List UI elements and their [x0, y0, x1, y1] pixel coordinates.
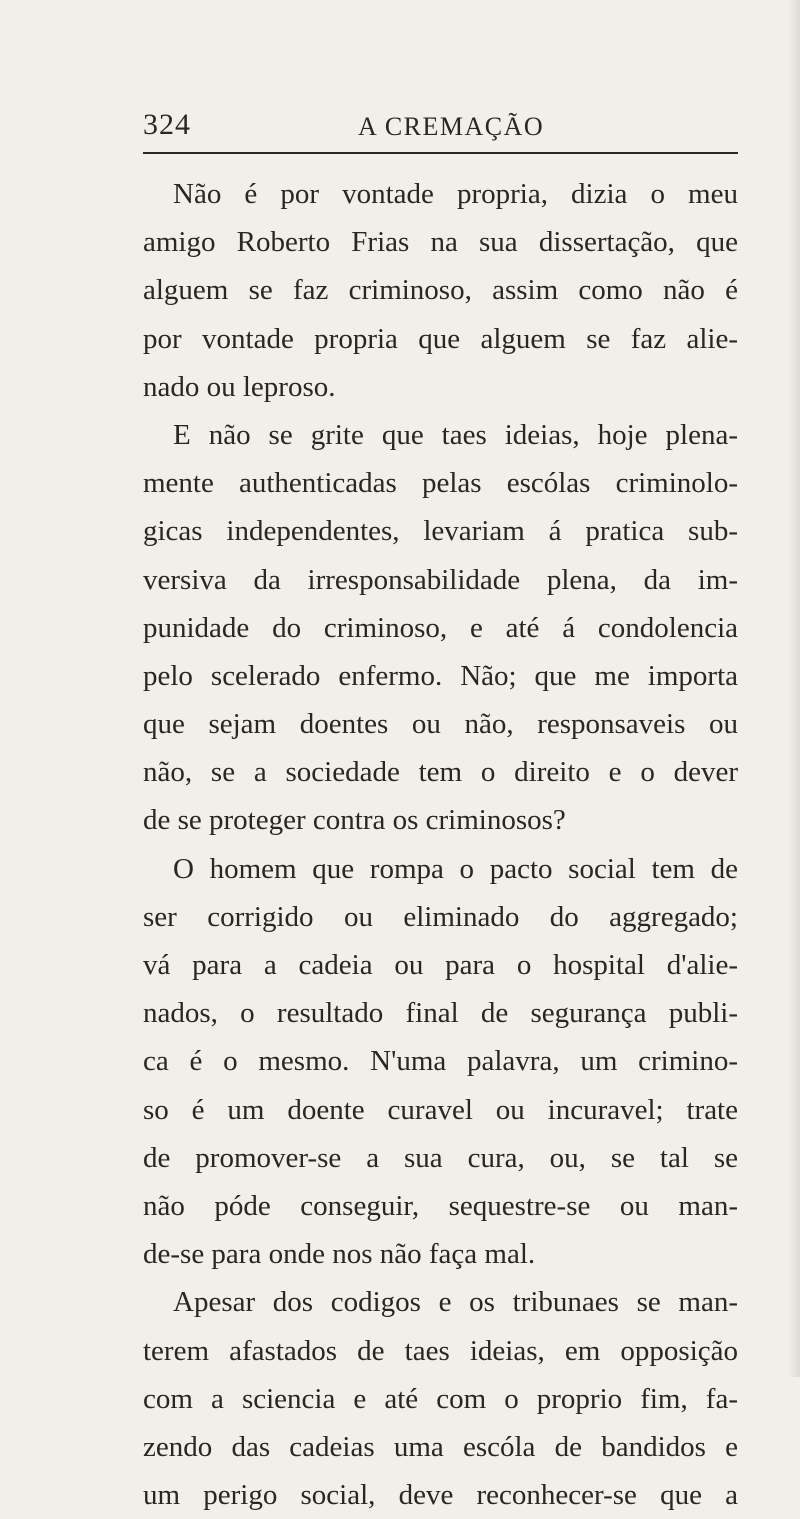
- text-line: de se proteger contra os criminosos?: [143, 804, 566, 837]
- page-edge-shadow: [788, 0, 800, 1377]
- text-line: não, se a sociedade tem o direito e o dever: [143, 756, 738, 789]
- text-line: com a sciencia e até com o proprio fim, fa-: [143, 1382, 738, 1415]
- text-line: mente authenticadas pelas escólas criminolo-: [143, 467, 738, 500]
- text-line: Apesar dos codigos e os tribunaes se man-: [173, 1286, 738, 1319]
- text-line: de-se para onde nos não faça mal.: [143, 1238, 536, 1271]
- text-line: so é um doente curavel ou incuravel; trate: [143, 1093, 738, 1126]
- text-line: alguem se faz criminoso, assim como não é: [143, 274, 738, 307]
- text-line: ca é o mesmo. N'uma palavra, um crimino-: [143, 1045, 738, 1078]
- text-line: terem afastados de taes ideias, em opposição: [143, 1334, 738, 1367]
- body-text: [143, 170, 738, 1519]
- text-line: não póde conseguir, sequestre-se ou man-: [143, 1189, 738, 1222]
- text-line: nados, o resultado final de segurança publi-: [143, 997, 738, 1030]
- text-line: E não se grite que taes ideias, hoje plena-: [173, 418, 738, 451]
- text-line: que sejam doentes ou não, responsaveis ou: [143, 708, 738, 741]
- page-header: [143, 88, 738, 158]
- text-line: pelo scelerado enfermo. Não; que me importa: [143, 659, 738, 692]
- text-line: versiva da irresponsabilidade plena, da im-: [143, 563, 738, 596]
- text-line: um perigo social, deve reconhecer-se que a: [143, 1479, 738, 1512]
- text-line: zendo das cadeias uma escóla de bandidos e: [143, 1430, 738, 1463]
- text-line: nado ou leproso.: [143, 370, 336, 403]
- text-line: ser corrigido ou eliminado do aggregado;: [143, 900, 738, 933]
- page-number: 324: [143, 108, 191, 141]
- text-line: gicas independentes, levariam á pratica sub-: [143, 515, 738, 548]
- text-line: Não é por vontade propria, dizia o meu: [173, 178, 738, 210]
- text-line: vá para a cadeia ou para o hospital d'alie-: [143, 949, 738, 981]
- header-rule: [143, 152, 738, 154]
- text-line: amigo Roberto Frias na sua dissertação, que: [143, 226, 738, 259]
- text-line: punidade do criminoso, e até á condolencia: [143, 611, 738, 644]
- running-title: A CREMAÇÃO: [358, 112, 545, 141]
- text-line: O homem que rompa o pacto social tem de: [173, 852, 738, 885]
- text-line: por vontade propria que alguem se faz alie-: [143, 322, 738, 355]
- text-line: de promover-se a sua cura, ou, se tal se: [143, 1141, 738, 1174]
